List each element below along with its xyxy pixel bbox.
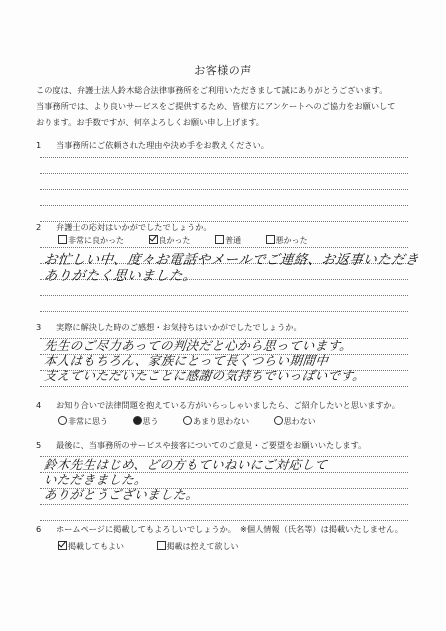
q6-options (58, 541, 261, 552)
q2-handwritten-line: お忙しい中、度々お電話やメールでご連絡、お返事いただき (42, 252, 420, 268)
checkbox[interactable] (215, 235, 224, 244)
q5-handwritten-line: いただきました。 (43, 472, 148, 487)
question-1 (36, 140, 416, 151)
q5-handwritten-line: 鈴木先生はじめ、どの方もていねいにご対応して (43, 457, 329, 472)
question-text: 実際に解決した時のご感想・お気持ちはいかがでしたでしょうか。 (56, 322, 302, 332)
question-number: 5 (36, 440, 42, 450)
question-text: 最後に、当事務所のサービスや接客についてのご意見・ご要望をお願いいたします。 (56, 440, 367, 450)
q4-option[interactable]: 非常に思う (58, 416, 108, 427)
form-intro: この度は、弁護士法人鈴木総合法律事務所をご利用いただきまして誠にありがとうございます。 当事務所では、より良いサービスをご提供するため、皆様方にアンケートへのご協力をお願いして おります。お手数ですが、何卒よろしくお願い申し上げます。 (36, 85, 396, 127)
checkbox[interactable] (157, 541, 166, 550)
radio[interactable] (274, 416, 283, 425)
q4-option[interactable]: あまり思わない (183, 416, 249, 427)
question-text: 弁護士の応対はいかがでしたでしょうか。 (56, 222, 212, 232)
checkbox[interactable] (58, 235, 67, 244)
radio[interactable] (183, 416, 192, 425)
question-5 (36, 440, 416, 451)
q3-handwritten-line: 支えていただいたことに感謝の気持ちでいっぱいです。 (43, 368, 367, 383)
checkbox-checked[interactable] (149, 235, 158, 244)
question-number: 6 (36, 524, 42, 534)
q2-option[interactable]: 良かった (149, 235, 191, 246)
radio-selected[interactable] (133, 416, 142, 425)
form-title: お客様の声 (194, 64, 252, 77)
q2-options (58, 235, 330, 246)
question-2 (36, 222, 416, 233)
question-3 (36, 322, 416, 333)
q3-handwritten-line: 先生のご尽力あっての判決だと心から思っています。 (43, 338, 354, 353)
q3-handwritten-line: 本人はもちろん、家族にとって長くつらい期間中 (43, 353, 330, 368)
checkbox-checked[interactable] (58, 541, 67, 550)
q2-option[interactable]: 普通 (215, 235, 241, 246)
question-text: 当事務所にご依頼された理由や決め手をお教えください。 (56, 140, 269, 150)
question-text: ホームページに掲載してもよろしいでしょうか。 ※個人情報（氏名等）は掲載いたしません。 (56, 524, 403, 534)
q2-option[interactable]: 悪かった (266, 235, 308, 246)
question-number: 4 (36, 400, 42, 410)
q2-handwritten-line: ありがたく思いました。 (42, 268, 198, 284)
question-text: お知り合いで法律問題を抱えている方がいらっしゃいましたら、ご紹介したいと思いますか。 (56, 400, 400, 410)
question-4 (36, 400, 416, 411)
q4-options (58, 416, 338, 427)
question-6 (36, 524, 416, 535)
q2-option[interactable]: 非常に良かった (58, 235, 124, 246)
question-number: 1 (36, 140, 42, 150)
checkbox[interactable] (266, 235, 275, 244)
q4-option[interactable]: 思わない (274, 416, 316, 427)
question-number: 3 (36, 322, 42, 332)
question-number: 2 (36, 222, 42, 232)
q6-option[interactable]: 掲載してもよい (58, 541, 124, 552)
q6-option[interactable]: 掲載は控えて欲しい (157, 541, 239, 552)
q1-answer-area[interactable] (40, 157, 408, 222)
radio[interactable] (58, 416, 67, 425)
q4-option[interactable]: 思う (133, 416, 159, 427)
q5-handwritten-line: ありがとうございました。 (43, 487, 200, 502)
